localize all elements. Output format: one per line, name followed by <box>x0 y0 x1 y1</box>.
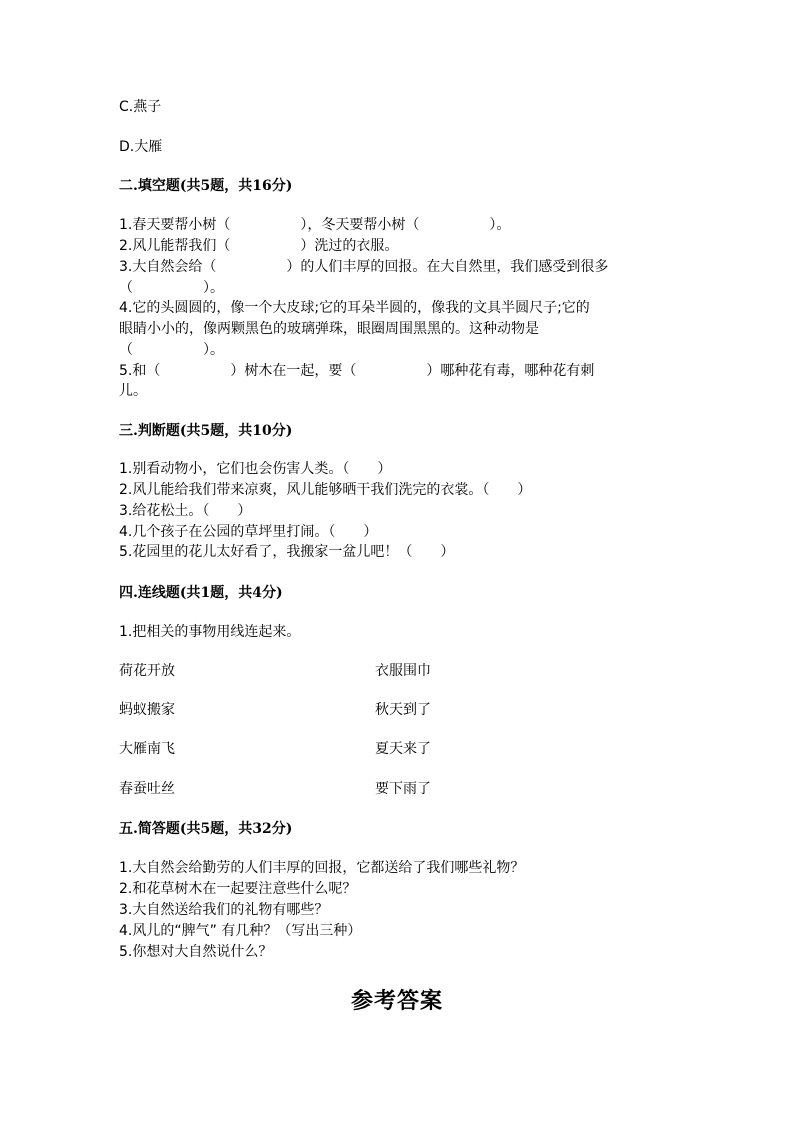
choice-option-c: C.燕子 <box>119 99 162 115</box>
short-answer-line: 2.和花草树木在一起要注意些什么呢？ <box>119 881 357 897</box>
matching-right-item: 夏天来了 <box>375 741 431 757</box>
fill-blank-line: 1.春天要帮小树（ ），冬天要帮小树（ ）。 <box>119 217 511 233</box>
judgement-line: 3.给花松土。（ ） <box>119 503 252 519</box>
short-answer-line: 3.大自然送给我们的礼物有哪些？ <box>119 902 329 918</box>
judgement-line: 2.风儿能给我们带来凉爽，风儿能够晒干我们洗完的衣裳。（ ） <box>119 482 532 498</box>
section-heading-short-answer: 五.简答题(共5题，共32分) <box>119 821 293 837</box>
fill-blank-line: （ ）。 <box>119 342 224 358</box>
short-answer-line: 1.大自然会给勤劳的人们丰厚的回报，它都送给了我们哪些礼物？ <box>119 860 525 876</box>
matching-left-item: 大雁南飞 <box>119 741 175 757</box>
fill-blank-line: 3.大自然会给（ ）的人们丰厚的回报。在大自然里，我们感受到很多 <box>119 259 609 275</box>
judgement-line: 1.别看动物小，它们也会伤害人类。（ ） <box>119 461 392 477</box>
matching-left-item: 蚂蚁搬家 <box>119 702 175 718</box>
matching-right-item: 衣服围巾 <box>375 663 431 679</box>
fill-blank-line: 4.它的头圆圆的，像一个大皮球;它的耳朵半圆的，像我的文具半圆尺子;它的 <box>119 300 590 316</box>
fill-blank-line: 眼睛小小的，像两颗黑色的玻璃弹珠，眼圈周围黑黑的。这种动物是 <box>119 321 539 337</box>
fill-blank-line: 儿。 <box>119 383 147 399</box>
judgement-line: 5.花园里的花儿太好看了，我搬家一盆儿吧！（ ） <box>119 544 455 560</box>
judgement-line: 4.几个孩子在公园的草坪里打闹。（ ） <box>119 524 378 540</box>
section-heading-judgement: 三.判断题(共5题，共10分) <box>119 423 293 439</box>
section-heading-matching: 四.连线题(共1题，共4分) <box>119 585 283 601</box>
fill-blank-line: 2.风儿能帮我们（ ）洗过的衣服。 <box>119 238 399 254</box>
choice-option-d: D.大雁 <box>119 139 163 155</box>
matching-right-item: 秋天到了 <box>375 702 431 718</box>
fill-blank-line: 5.和（ ）树木在一起，要（ ）哪种花有毒，哪种花有刺 <box>119 363 595 379</box>
section-heading-fill-blank: 二.填空题(共5题，共16分) <box>119 178 293 194</box>
matching-right-item: 要下雨了 <box>375 781 431 797</box>
short-answer-line: 4.风儿的“脾气” 有几种？（写出三种） <box>119 923 362 939</box>
fill-blank-line: （ ）。 <box>119 280 224 296</box>
short-answer-line: 5.你想对大自然说什么？ <box>119 944 273 960</box>
matching-left-item: 春蚕吐丝 <box>119 781 175 797</box>
answer-key-title: 参考答案 <box>350 988 443 1014</box>
matching-prompt: 1.把相关的事物用线连起来。 <box>119 624 301 640</box>
matching-left-item: 荷花开放 <box>119 663 175 679</box>
